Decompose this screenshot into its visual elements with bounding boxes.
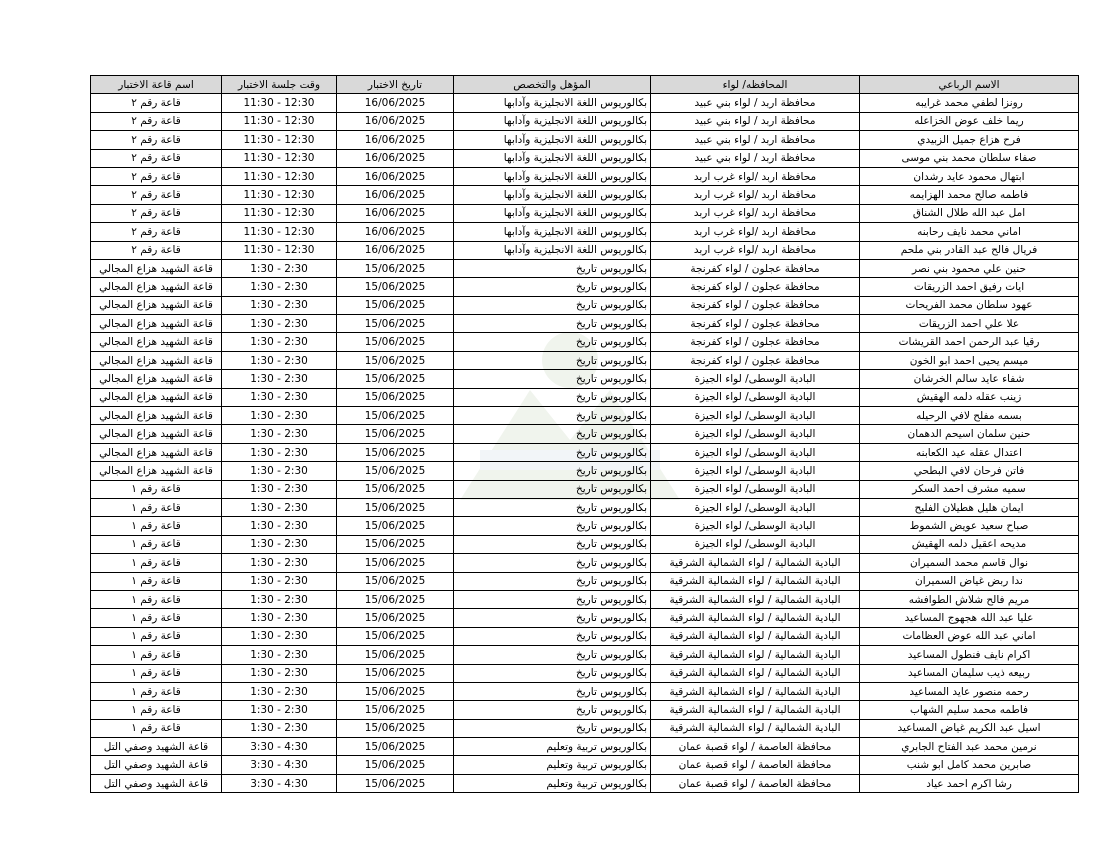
cell-time: 1:30 - 2:30 — [222, 259, 337, 277]
cell-hall: قاعة رقم ١ — [91, 517, 222, 535]
cell-governorate: محافظة اربد / لواء بني عبيد — [651, 149, 860, 167]
cell-qualification: بكالوريوس تاريخ — [454, 517, 651, 535]
table-row — [91, 131, 1079, 149]
cell-governorate: البادية الشمالية / لواء الشمالية الشرقية — [651, 701, 860, 719]
cell-hall: قاعة رقم ١ — [91, 701, 222, 719]
cell-governorate: البادية الوسطى/ لواء الجيزة — [651, 407, 860, 425]
header-date: تاريخ الاختبار — [337, 76, 454, 94]
cell-time: 1:30 - 2:30 — [222, 425, 337, 443]
cell-hall: قاعة رقم ٢ — [91, 149, 222, 167]
cell-qualification: بكالوريوس تاريخ — [454, 388, 651, 406]
cell-date: 15/06/2025 — [337, 370, 454, 388]
cell-governorate: محافظة عجلون / لواء كفرنجة — [651, 296, 860, 314]
header-qualification: المؤهل والتخصص — [454, 76, 651, 94]
cell-time: 3:30 - 4:30 — [222, 774, 337, 792]
cell-qualification: بكالوريوس اللغة الانجليزية وآدابها — [454, 223, 651, 241]
cell-hall: قاعة رقم ١ — [91, 590, 222, 608]
cell-governorate: البادية الشمالية / لواء الشمالية الشرقية — [651, 554, 860, 572]
cell-hall: قاعة الشهيد هزاع المجالي — [91, 407, 222, 425]
cell-hall: قاعة رقم ٢ — [91, 186, 222, 204]
cell-hall: قاعة رقم ٢ — [91, 94, 222, 112]
cell-qualification: بكالوريوس تاريخ — [454, 701, 651, 719]
cell-qualification: بكالوريوس اللغة الانجليزية وآدابها — [454, 186, 651, 204]
cell-qualification: بكالوريوس تاريخ — [454, 425, 651, 443]
cell-date: 16/06/2025 — [337, 223, 454, 241]
cell-date: 15/06/2025 — [337, 774, 454, 792]
cell-time: 1:30 - 2:30 — [222, 278, 337, 296]
cell-date: 15/06/2025 — [337, 407, 454, 425]
cell-governorate: البادية الشمالية / لواء الشمالية الشرقية — [651, 682, 860, 700]
cell-time: 1:30 - 2:30 — [222, 627, 337, 645]
table-row — [91, 333, 1079, 351]
cell-hall: قاعة رقم ١ — [91, 480, 222, 498]
cell-name: ندا ربض غياض السميران — [860, 572, 1079, 590]
header-hall: اسم قاعة الاختبار — [91, 76, 222, 94]
table-row — [91, 112, 1079, 130]
table-row — [91, 407, 1079, 425]
cell-date: 15/06/2025 — [337, 259, 454, 277]
cell-date: 15/06/2025 — [337, 627, 454, 645]
exam-schedule-table — [90, 75, 1079, 793]
cell-governorate: محافظة عجلون / لواء كفرنجة — [651, 333, 860, 351]
cell-qualification: بكالوريوس تاريخ — [454, 554, 651, 572]
cell-governorate: محافظة عجلون / لواء كفرنجة — [651, 259, 860, 277]
cell-qualification: بكالوريوس تاريخ — [454, 480, 651, 498]
cell-time: 3:30 - 4:30 — [222, 738, 337, 756]
cell-name: ابتهال محمود عايد رشدان — [860, 167, 1079, 185]
cell-date: 15/06/2025 — [337, 738, 454, 756]
table-row — [91, 664, 1079, 682]
cell-name: شفاء عايد سالم الخرشان — [860, 370, 1079, 388]
cell-date: 15/06/2025 — [337, 480, 454, 498]
cell-date: 15/06/2025 — [337, 572, 454, 590]
cell-name: حنين علي محمود بني نصر — [860, 259, 1079, 277]
cell-qualification: بكالوريوس تاريخ — [454, 535, 651, 553]
cell-name: فاطمه صالح محمد الهزايمه — [860, 186, 1079, 204]
cell-qualification: بكالوريوس اللغة الانجليزية وآدابها — [454, 131, 651, 149]
cell-time: 1:30 - 2:30 — [222, 590, 337, 608]
cell-governorate: محافظة العاصمة / لواء قصبة عمان — [651, 756, 860, 774]
cell-governorate: البادية الشمالية / لواء الشمالية الشرقية — [651, 590, 860, 608]
table-row — [91, 388, 1079, 406]
cell-date: 15/06/2025 — [337, 719, 454, 737]
cell-hall: قاعة رقم ١ — [91, 682, 222, 700]
table-row — [91, 590, 1079, 608]
cell-hall: قاعة الشهيد هزاع المجالي — [91, 259, 222, 277]
cell-hall: قاعة رقم ١ — [91, 535, 222, 553]
cell-qualification: بكالوريوس تاريخ — [454, 443, 651, 461]
table-row — [91, 572, 1079, 590]
cell-hall: قاعة الشهيد هزاع المجالي — [91, 278, 222, 296]
cell-name: صباح سعيد عويض الشموط — [860, 517, 1079, 535]
header-name: الاسم الرباعي — [860, 76, 1079, 94]
cell-qualification: بكالوريوس تاريخ — [454, 719, 651, 737]
cell-date: 16/06/2025 — [337, 149, 454, 167]
cell-qualification: بكالوريوس تاريخ — [454, 407, 651, 425]
cell-hall: قاعة الشهيد هزاع المجالي — [91, 462, 222, 480]
cell-name: ميسم يحيى احمد ابو الخون — [860, 351, 1079, 369]
cell-date: 16/06/2025 — [337, 94, 454, 112]
cell-time: 11:30 - 12:30 — [222, 94, 337, 112]
cell-name: ايمان هليل هطيلان الفليح — [860, 498, 1079, 516]
cell-time: 11:30 - 12:30 — [222, 131, 337, 149]
cell-qualification: بكالوريوس تاريخ — [454, 296, 651, 314]
cell-time: 1:30 - 2:30 — [222, 480, 337, 498]
cell-date: 15/06/2025 — [337, 590, 454, 608]
table-row — [91, 296, 1079, 314]
cell-qualification: بكالوريوس تربية وتعليم — [454, 774, 651, 792]
cell-time: 1:30 - 2:30 — [222, 351, 337, 369]
cell-date: 16/06/2025 — [337, 131, 454, 149]
cell-time: 1:30 - 2:30 — [222, 646, 337, 664]
cell-name: مديحه اعقيل دلمه الهقيش — [860, 535, 1079, 553]
cell-time: 1:30 - 2:30 — [222, 370, 337, 388]
cell-qualification: بكالوريوس تاريخ — [454, 590, 651, 608]
table-row — [91, 94, 1079, 112]
cell-time: 1:30 - 2:30 — [222, 517, 337, 535]
cell-name: صابرين محمد كامل ابو شنب — [860, 756, 1079, 774]
cell-name: اسيل عبد الكريم غياض المساعيد — [860, 719, 1079, 737]
cell-governorate: محافظة عجلون / لواء كفرنجة — [651, 351, 860, 369]
cell-time: 1:30 - 2:30 — [222, 443, 337, 461]
cell-governorate: محافظة اربد / لواء بني عبيد — [651, 131, 860, 149]
cell-hall: قاعة الشهيد هزاع المجالي — [91, 351, 222, 369]
cell-time: 1:30 - 2:30 — [222, 315, 337, 333]
cell-governorate: محافظة العاصمة / لواء قصبة عمان — [651, 774, 860, 792]
cell-time: 3:30 - 4:30 — [222, 756, 337, 774]
cell-name: رقيا عبد الرحمن احمد القريشات — [860, 333, 1079, 351]
cell-date: 15/06/2025 — [337, 351, 454, 369]
cell-hall: قاعة رقم ١ — [91, 664, 222, 682]
cell-governorate: محافظة عجلون / لواء كفرنجة — [651, 315, 860, 333]
cell-hall: قاعة رقم ٢ — [91, 112, 222, 130]
cell-date: 16/06/2025 — [337, 204, 454, 222]
cell-name: عهود سلطان محمد الفريحات — [860, 296, 1079, 314]
cell-hall: قاعة الشهيد وصفي التل — [91, 738, 222, 756]
cell-governorate: البادية الشمالية / لواء الشمالية الشرقية — [651, 572, 860, 590]
cell-hall: قاعة رقم ١ — [91, 554, 222, 572]
cell-governorate: محافظة اربد / لواء بني عبيد — [651, 94, 860, 112]
cell-governorate: البادية الوسطى/ لواء الجيزة — [651, 517, 860, 535]
cell-hall: قاعة الشهيد هزاع المجالي — [91, 425, 222, 443]
table-row — [91, 738, 1079, 756]
cell-hall: قاعة رقم ١ — [91, 719, 222, 737]
cell-time: 11:30 - 12:30 — [222, 223, 337, 241]
cell-governorate: البادية الشمالية / لواء الشمالية الشرقية — [651, 646, 860, 664]
cell-time: 1:30 - 2:30 — [222, 609, 337, 627]
cell-time: 1:30 - 2:30 — [222, 388, 337, 406]
cell-governorate: محافظة اربد /لواء غرب اربد — [651, 241, 860, 259]
cell-name: اماني محمد نايف رحابنه — [860, 223, 1079, 241]
cell-qualification: بكالوريوس تاريخ — [454, 259, 651, 277]
cell-hall: قاعة رقم ١ — [91, 609, 222, 627]
cell-governorate: البادية الوسطى/ لواء الجيزة — [651, 388, 860, 406]
cell-governorate: محافظة اربد /لواء غرب اربد — [651, 186, 860, 204]
cell-name: عليا عبد الله هجهوج المساعيد — [860, 609, 1079, 627]
table-row — [91, 554, 1079, 572]
cell-time: 1:30 - 2:30 — [222, 719, 337, 737]
cell-hall: قاعة رقم ٢ — [91, 131, 222, 149]
cell-name: علا علي احمد الزريقات — [860, 315, 1079, 333]
cell-governorate: البادية الوسطى/ لواء الجيزة — [651, 480, 860, 498]
cell-name: ايات رفيق احمد الزريقات — [860, 278, 1079, 296]
cell-governorate: محافظة عجلون / لواء كفرنجة — [651, 278, 860, 296]
cell-name: سميه مشرف احمد السكر — [860, 480, 1079, 498]
table-row — [91, 149, 1079, 167]
cell-time: 1:30 - 2:30 — [222, 498, 337, 516]
header-governorate: المحافظه/ لواء — [651, 76, 860, 94]
cell-governorate: البادية الوسطى/ لواء الجيزة — [651, 370, 860, 388]
cell-qualification: بكالوريوس اللغة الانجليزية وآدابها — [454, 112, 651, 130]
cell-time: 11:30 - 12:30 — [222, 167, 337, 185]
cell-qualification: بكالوريوس اللغة الانجليزية وآدابها — [454, 94, 651, 112]
cell-governorate: محافظة اربد /لواء غرب اربد — [651, 204, 860, 222]
table-row — [91, 774, 1079, 792]
cell-date: 16/06/2025 — [337, 167, 454, 185]
table-row — [91, 627, 1079, 645]
cell-governorate: البادية الوسطى/ لواء الجيزة — [651, 462, 860, 480]
cell-name: فريال فالح عبد القادر بني ملحم — [860, 241, 1079, 259]
cell-governorate: محافظة اربد /لواء غرب اربد — [651, 223, 860, 241]
cell-qualification: بكالوريوس اللغة الانجليزية وآدابها — [454, 167, 651, 185]
cell-name: حنين سلمان اسيحم الدهمان — [860, 425, 1079, 443]
cell-name: بسمه مفلح لافي الرحيله — [860, 407, 1079, 425]
cell-name: رحمه منصور عايد المساعيد — [860, 682, 1079, 700]
cell-name: زينب عقله دلمه الهقيش — [860, 388, 1079, 406]
cell-date: 16/06/2025 — [337, 186, 454, 204]
cell-governorate: محافظة اربد / لواء بني عبيد — [651, 112, 860, 130]
cell-name: ربيعه ذيب سليمان المساعيد — [860, 664, 1079, 682]
cell-time: 1:30 - 2:30 — [222, 462, 337, 480]
cell-name: نوال قاسم محمد السميران — [860, 554, 1079, 572]
table-row — [91, 259, 1079, 277]
cell-time: 1:30 - 2:30 — [222, 535, 337, 553]
cell-name: مريم فالح شلاش الطوافشه — [860, 590, 1079, 608]
cell-date: 15/06/2025 — [337, 701, 454, 719]
cell-name: اعتدال عقله عيد الكعابنه — [860, 443, 1079, 461]
cell-hall: قاعة رقم ١ — [91, 498, 222, 516]
cell-hall: قاعة الشهيد هزاع المجالي — [91, 370, 222, 388]
cell-governorate: البادية الشمالية / لواء الشمالية الشرقية — [651, 719, 860, 737]
cell-hall: قاعة رقم ١ — [91, 646, 222, 664]
cell-name: صفاء سلطان محمد بني موسى — [860, 149, 1079, 167]
cell-name: ريما خلف عوض الخزاعله — [860, 112, 1079, 130]
cell-governorate: البادية الوسطى/ لواء الجيزة — [651, 498, 860, 516]
cell-hall: قاعة الشهيد وصفي التل — [91, 756, 222, 774]
cell-date: 15/06/2025 — [337, 443, 454, 461]
cell-date: 15/06/2025 — [337, 296, 454, 314]
table-row — [91, 682, 1079, 700]
cell-hall: قاعة الشهيد هزاع المجالي — [91, 315, 222, 333]
cell-qualification: بكالوريوس اللغة الانجليزية وآدابها — [454, 149, 651, 167]
cell-qualification: بكالوريوس تاريخ — [454, 462, 651, 480]
table-row — [91, 351, 1079, 369]
cell-time: 11:30 - 12:30 — [222, 186, 337, 204]
cell-governorate: البادية الشمالية / لواء الشمالية الشرقية — [651, 609, 860, 627]
cell-hall: قاعة الشهيد هزاع المجالي — [91, 333, 222, 351]
table-row — [91, 535, 1079, 553]
cell-date: 15/06/2025 — [337, 315, 454, 333]
cell-time: 11:30 - 12:30 — [222, 241, 337, 259]
cell-name: اكرام نايف فنطول المساعيد — [860, 646, 1079, 664]
cell-qualification: بكالوريوس تاريخ — [454, 627, 651, 645]
cell-governorate: البادية الشمالية / لواء الشمالية الشرقية — [651, 627, 860, 645]
cell-qualification: بكالوريوس اللغة الانجليزية وآدابها — [454, 241, 651, 259]
cell-time: 1:30 - 2:30 — [222, 296, 337, 314]
table-row — [91, 756, 1079, 774]
cell-date: 15/06/2025 — [337, 609, 454, 627]
cell-qualification: بكالوريوس اللغة الانجليزية وآدابها — [454, 204, 651, 222]
cell-date: 16/06/2025 — [337, 241, 454, 259]
cell-governorate: البادية الوسطى/ لواء الجيزة — [651, 425, 860, 443]
cell-hall: قاعة الشهيد هزاع المجالي — [91, 296, 222, 314]
cell-time: 1:30 - 2:30 — [222, 664, 337, 682]
cell-date: 15/06/2025 — [337, 425, 454, 443]
cell-qualification: بكالوريوس تاريخ — [454, 315, 651, 333]
table-body — [91, 94, 1079, 793]
cell-date: 15/06/2025 — [337, 682, 454, 700]
cell-date: 15/06/2025 — [337, 756, 454, 774]
table-row — [91, 167, 1079, 185]
cell-hall: قاعة الشهيد هزاع المجالي — [91, 388, 222, 406]
cell-date: 15/06/2025 — [337, 646, 454, 664]
header-time: وقت جلسة الاختبار — [222, 76, 337, 94]
cell-hall: قاعة رقم ٢ — [91, 167, 222, 185]
table-row — [91, 204, 1079, 222]
cell-qualification: بكالوريوس تاريخ — [454, 333, 651, 351]
cell-hall: قاعة رقم ٢ — [91, 204, 222, 222]
cell-governorate: البادية الشمالية / لواء الشمالية الشرقية — [651, 664, 860, 682]
cell-hall: قاعة رقم ١ — [91, 627, 222, 645]
table-row — [91, 315, 1079, 333]
table-row — [91, 223, 1079, 241]
cell-name: فاطمه محمد سليم الشهاب — [860, 701, 1079, 719]
cell-name: فاتن فرحان لافي البطحي — [860, 462, 1079, 480]
cell-qualification: بكالوريوس تربية وتعليم — [454, 756, 651, 774]
cell-date: 15/06/2025 — [337, 535, 454, 553]
table-row — [91, 498, 1079, 516]
cell-governorate: محافظة اربد /لواء غرب اربد — [651, 167, 860, 185]
table-header-row — [91, 76, 1079, 94]
cell-time: 11:30 - 12:30 — [222, 204, 337, 222]
cell-time: 1:30 - 2:30 — [222, 701, 337, 719]
cell-qualification: بكالوريوس تاريخ — [454, 278, 651, 296]
cell-date: 15/06/2025 — [337, 333, 454, 351]
cell-date: 16/06/2025 — [337, 112, 454, 130]
cell-hall: قاعة رقم ٢ — [91, 223, 222, 241]
table-row — [91, 646, 1079, 664]
cell-name: اماني عبد الله عوض العظامات — [860, 627, 1079, 645]
cell-qualification: بكالوريوس تاريخ — [454, 370, 651, 388]
cell-time: 1:30 - 2:30 — [222, 554, 337, 572]
cell-name: امل عبد الله طلال الشناق — [860, 204, 1079, 222]
cell-governorate: البادية الوسطى/ لواء الجيزة — [651, 535, 860, 553]
table-row — [91, 480, 1079, 498]
cell-qualification: بكالوريوس تاريخ — [454, 498, 651, 516]
table-row — [91, 443, 1079, 461]
cell-date: 15/06/2025 — [337, 498, 454, 516]
table-row — [91, 425, 1079, 443]
cell-time: 1:30 - 2:30 — [222, 682, 337, 700]
cell-date: 15/06/2025 — [337, 462, 454, 480]
cell-time: 1:30 - 2:30 — [222, 333, 337, 351]
cell-name: رشا اكرم احمد عياد — [860, 774, 1079, 792]
table-row — [91, 186, 1079, 204]
cell-qualification: بكالوريوس تربية وتعليم — [454, 738, 651, 756]
table-row — [91, 609, 1079, 627]
cell-hall: قاعة الشهيد هزاع المجالي — [91, 443, 222, 461]
cell-qualification: بكالوريوس تاريخ — [454, 609, 651, 627]
cell-hall: قاعة رقم ١ — [91, 572, 222, 590]
cell-time: 1:30 - 2:30 — [222, 572, 337, 590]
table-row — [91, 462, 1079, 480]
table-row — [91, 701, 1079, 719]
cell-date: 15/06/2025 — [337, 278, 454, 296]
cell-date: 15/06/2025 — [337, 664, 454, 682]
table-row — [91, 278, 1079, 296]
table-row — [91, 370, 1079, 388]
cell-qualification: بكالوريوس تاريخ — [454, 646, 651, 664]
table-row — [91, 719, 1079, 737]
cell-name: رونزا لطفي محمد غرايبه — [860, 94, 1079, 112]
cell-name: فرح هزاع جميل الزبيدي — [860, 131, 1079, 149]
cell-time: 1:30 - 2:30 — [222, 407, 337, 425]
cell-date: 15/06/2025 — [337, 517, 454, 535]
cell-governorate: البادية الوسطى/ لواء الجيزة — [651, 443, 860, 461]
table-row — [91, 241, 1079, 259]
cell-time: 11:30 - 12:30 — [222, 112, 337, 130]
cell-hall: قاعة رقم ٢ — [91, 241, 222, 259]
cell-governorate: محافظة العاصمة / لواء قصبة عمان — [651, 738, 860, 756]
cell-qualification: بكالوريوس تاريخ — [454, 572, 651, 590]
cell-time: 11:30 - 12:30 — [222, 149, 337, 167]
cell-qualification: بكالوريوس تاريخ — [454, 682, 651, 700]
table-row — [91, 517, 1079, 535]
cell-qualification: بكالوريوس تاريخ — [454, 664, 651, 682]
cell-date: 15/06/2025 — [337, 554, 454, 572]
cell-qualification: بكالوريوس تاريخ — [454, 351, 651, 369]
cell-name: نرمين محمد عبد الفتاح الجابري — [860, 738, 1079, 756]
cell-date: 15/06/2025 — [337, 388, 454, 406]
cell-hall: قاعة الشهيد وصفي التل — [91, 774, 222, 792]
